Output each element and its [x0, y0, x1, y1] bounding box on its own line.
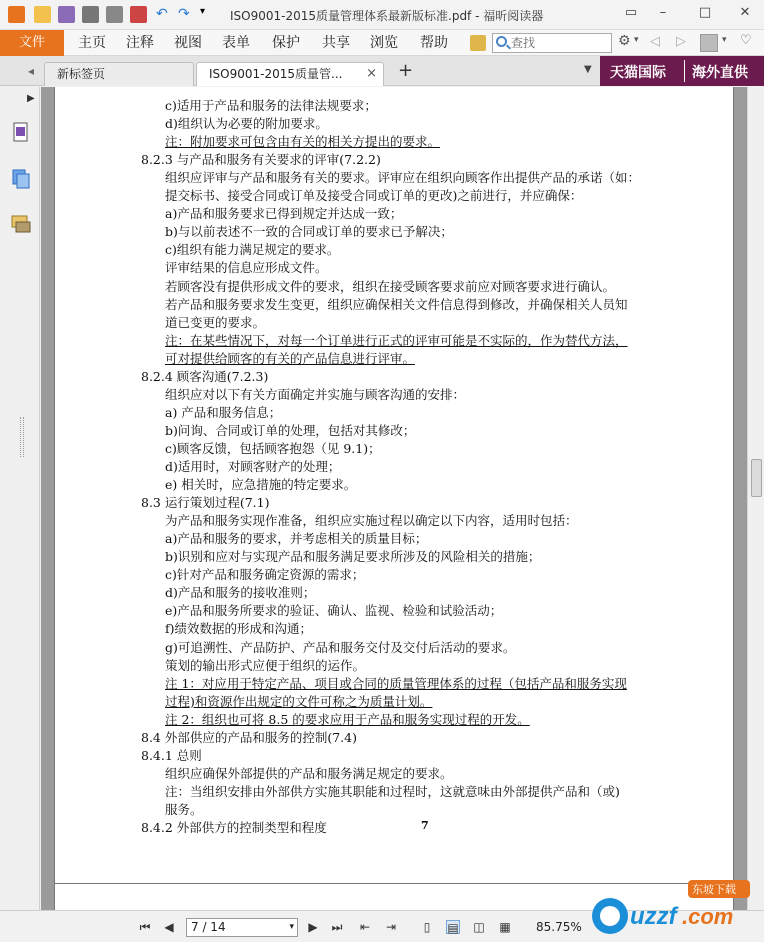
- text-line: b)与以前表述不一致的合同或订单的要求已予解决；: [165, 224, 453, 240]
- tab-new[interactable]: [44, 62, 194, 86]
- text-line: b)识别和应对与实现产品和服务满足要求所涉及的风险相关的措施；: [165, 549, 541, 565]
- ad-divider: [684, 60, 685, 82]
- menu-bar: [0, 30, 764, 56]
- save-icon[interactable]: [58, 6, 75, 23]
- maximize-button[interactable]: □: [698, 5, 712, 20]
- text-line: a) 产品和服务信息；: [165, 404, 282, 420]
- text-line: c)组织有能力满足规定的要求。: [165, 242, 340, 258]
- tab-document-label: ISO9001-2015质量管...: [209, 67, 343, 81]
- svg-text:.com: .com: [682, 904, 734, 929]
- text-line: b)问询、合同或订单的处理，包括对其修改；: [165, 422, 416, 438]
- text-line: 策划的输出形式应便于组织的运作。: [165, 657, 366, 673]
- back-icon[interactable]: ◁: [650, 34, 660, 49]
- text-line: 注 1：对应用于特定产品、项目或合同的质量管理体系的过程（包括产品和服务实现: [165, 675, 627, 691]
- customize-dropdown-icon[interactable]: ▾: [200, 6, 206, 17]
- app-logo-icon: [8, 6, 25, 23]
- continuous-page-icon[interactable]: ▤: [447, 921, 459, 935]
- section-heading: 8.2.3 与产品和服务有关要求的评审(7.2.2): [141, 152, 381, 168]
- text-line: c)针对产品和服务确定资源的需求；: [165, 567, 365, 583]
- zoom-level[interactable]: 85.75%: [536, 920, 582, 934]
- text-line: 评审结果的信息应形成文件。: [165, 260, 328, 276]
- text-line: 过程)和资源作出规定的文件可称之为质量计划。: [165, 693, 433, 709]
- layers-icon[interactable]: [10, 167, 32, 191]
- watermark-logo: [580, 876, 764, 942]
- page-indicator: 7 / 14: [191, 920, 226, 934]
- forward-icon[interactable]: ▷: [676, 34, 686, 49]
- last-page-button[interactable]: ⏭: [331, 920, 343, 934]
- tab-list-dropdown-icon[interactable]: ▼: [584, 64, 592, 75]
- text-line: e) 相关时，应急措施的特定要求。: [165, 477, 357, 493]
- find-folder-icon[interactable]: [470, 35, 486, 51]
- text-line: f)绩效数据的形成和沟通；: [165, 621, 313, 637]
- text-line: 组织应确保外部提供的产品和服务满足规定的要求。: [165, 765, 453, 781]
- page-thumbnail-icon[interactable]: [10, 121, 32, 145]
- text-line: 为产品和服务实现作准备，组织应实施过程以确定以下内容，适用时包括：: [165, 513, 578, 529]
- open-folder-icon[interactable]: [34, 6, 51, 23]
- gear-icon[interactable]: ⚙: [618, 33, 631, 49]
- tab-new-label: 新标签页: [57, 67, 106, 81]
- text-line: 注：在某些情况下，对每一个订单进行正式的评审可能是不实际的，作为替代方法，: [165, 332, 628, 348]
- text-line: 若顾客没有提供形成文件的要求，组织在接受顾客要求前应对顾客要求进行确认。: [165, 278, 616, 294]
- file-menu-button[interactable]: 文件: [0, 30, 64, 56]
- tab-close-icon[interactable]: ×: [366, 66, 377, 81]
- comments-icon[interactable]: [10, 213, 32, 237]
- facing-page-icon[interactable]: ◫: [473, 920, 485, 934]
- next-page-button[interactable]: ▶: [308, 920, 318, 934]
- text-line: d)组织认为必要的附加要求。: [165, 116, 328, 132]
- menu-view[interactable]: 视图: [174, 35, 202, 51]
- menu-help[interactable]: 帮助: [420, 35, 448, 51]
- document-viewer[interactable]: [41, 87, 747, 910]
- menu-home[interactable]: 主页: [78, 35, 106, 51]
- search-placeholder: 查找: [511, 36, 536, 50]
- search-input[interactable]: [492, 33, 612, 53]
- text-line: 注 2：组织也可将 8.5 的要求应用于产品和服务实现过程的开发。: [165, 711, 530, 727]
- text-line: d)产品和服务的接收准则；: [165, 585, 316, 601]
- add-tab-icon[interactable]: +: [398, 60, 414, 81]
- section-heading: 8.3 运行策划过程(7.1): [141, 495, 270, 511]
- single-page-icon[interactable]: ▯: [423, 920, 431, 934]
- text-line: c)顾客反馈，包括顾客抱怨（见 9.1)；: [165, 440, 381, 456]
- undo-icon[interactable]: ↶: [156, 6, 168, 22]
- text-line: d)适用时，对顾客财产的处理；: [165, 459, 341, 474]
- continuous-facing-icon[interactable]: ▦: [499, 920, 511, 934]
- page-number: 7: [421, 819, 429, 832]
- gear-dropdown-icon[interactable]: ▾: [634, 35, 639, 45]
- menu-comment[interactable]: 注释: [126, 35, 154, 51]
- text-line: 道已变更的要求。: [165, 314, 266, 330]
- avatar[interactable]: [700, 34, 718, 52]
- close-button[interactable]: ✕: [739, 5, 751, 20]
- sidebar-expand-icon[interactable]: ▶: [27, 93, 35, 104]
- tab-document[interactable]: [196, 62, 384, 86]
- text-line: 提交标书、接受合同或订单及接受合同或订单的更改)之前进行，并应确保：: [165, 188, 583, 204]
- menu-share[interactable]: 共享: [322, 35, 350, 51]
- left-sidebar: [0, 87, 40, 910]
- ad-banner[interactable]: [600, 56, 764, 86]
- pdf-page: [54, 87, 734, 910]
- text-line: 若产品和服务要求发生变更，组织应确保相关文件信息得到修改，并确保相关人员知: [165, 296, 628, 312]
- new-icon[interactable]: [130, 6, 147, 23]
- print-icon[interactable]: [82, 6, 99, 23]
- text-line: 注：附加要求可包含由有关的相关方提出的要求。: [165, 134, 441, 150]
- tab-scroll-left-icon[interactable]: ◂: [28, 64, 35, 78]
- section-heading: 8.2.4 顾客沟通(7.2.3): [141, 368, 269, 384]
- minimize-button[interactable]: –: [659, 5, 667, 20]
- text-line: 可对提供给顾客的有关的产品信息进行评审。: [165, 350, 416, 366]
- text-line: 服务。: [165, 801, 203, 817]
- window-title: ISO9001-2015质量管理体系最新版标准.pdf - 福昕阅读器: [230, 9, 544, 23]
- text-line: c)适用于产品和服务的法律法规要求；: [165, 98, 377, 113]
- title-bar: [0, 0, 764, 30]
- text-line: 组织应对以下有关方面确定并实施与顾客沟通的安排：: [165, 386, 466, 402]
- menu-form[interactable]: 表单: [222, 35, 250, 51]
- menu-browse[interactable]: 浏览: [370, 35, 398, 51]
- search-icon: [496, 36, 507, 47]
- section-heading: 8.4.2 外部供方的控制类型和程度: [141, 820, 327, 835]
- section-heading: 8.4.1 总则: [141, 747, 202, 763]
- text-line: e)产品和服务所要求的验证、确认、监视、检验和试验活动；: [165, 603, 503, 619]
- menu-protect[interactable]: 保护: [272, 35, 300, 51]
- properties-icon[interactable]: [106, 6, 123, 23]
- section-heading: 8.4 外部供应的产品和服务的控制(7.4): [141, 729, 357, 745]
- vertical-scrollbar[interactable]: [747, 87, 764, 910]
- text-line: 组织应评审与产品和服务有关的要求。评审应在组织向顾客作出提供产品的承诺（如：: [165, 170, 641, 186]
- text-line: a)产品和服务的要求，并考虑相关的质量目标；: [165, 531, 428, 547]
- next-view-icon[interactable]: ⇥: [385, 920, 397, 934]
- text-line: a)产品和服务要求已得到规定并达成一致；: [165, 206, 403, 222]
- text-line: 注：当组织安排由外部供方实施其职能和过程时，这就意味由外部提供产品和（或): [165, 783, 620, 799]
- svg-text:uzzf: uzzf: [630, 903, 677, 930]
- ad-right-text: 海外直供: [692, 65, 748, 81]
- vertical-scrollbar-thumb[interactable]: [751, 459, 762, 497]
- sidebar-resize-handle[interactable]: [20, 417, 24, 457]
- ad-left-text: 天猫国际: [610, 65, 666, 81]
- text-line: g)可追溯性、产品防护、产品和服务交付及交付后活动的要求。: [165, 639, 516, 655]
- first-page-button[interactable]: ⏮: [139, 920, 151, 934]
- avatar-dropdown-icon[interactable]: ▾: [722, 35, 727, 45]
- page-dropdown-icon[interactable]: ▾: [289, 922, 294, 932]
- redo-icon[interactable]: ↷: [178, 6, 190, 22]
- previous-view-icon[interactable]: ⇤: [359, 920, 371, 934]
- heart-icon[interactable]: ♡: [740, 33, 752, 48]
- page-number-input[interactable]: [186, 918, 298, 937]
- ribbon-toggle-icon[interactable]: ▭: [624, 5, 638, 20]
- previous-page-button[interactable]: ◀: [164, 920, 174, 934]
- svg-text:东坡下载: 东坡下载: [692, 883, 736, 896]
